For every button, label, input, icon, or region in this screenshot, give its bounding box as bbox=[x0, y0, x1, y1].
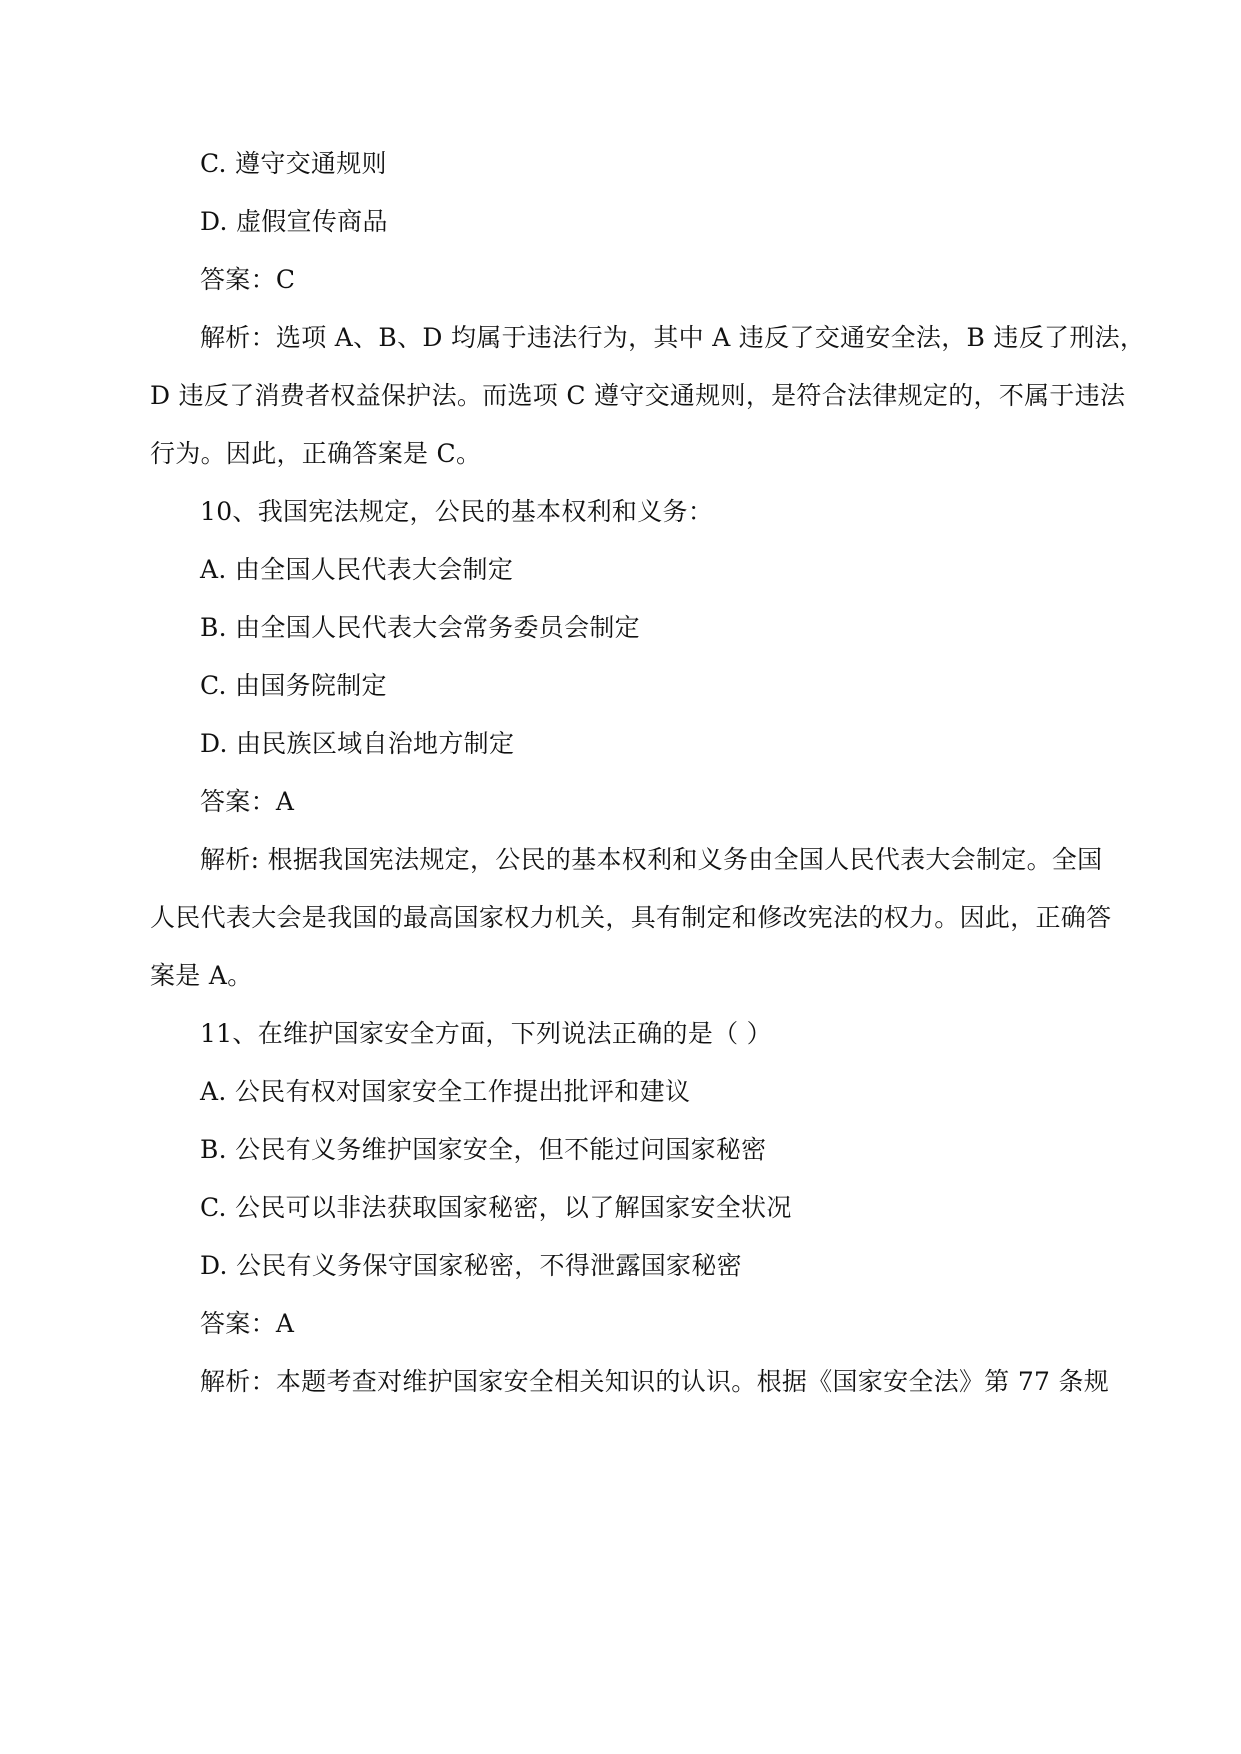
q10-option-c: C. 由国务院制定 bbox=[200, 671, 387, 700]
q11-option-c: C. 公民可以非法获取国家秘密，以了解国家安全状况 bbox=[200, 1193, 792, 1222]
q9-option-c: C. 遵守交通规则 bbox=[200, 149, 387, 178]
q10-question: 10、我国宪法规定，公民的基本权利和义务： bbox=[200, 497, 714, 526]
q9-option-d: D. 虚假宣传商品 bbox=[200, 207, 388, 236]
q11-question: 11、在维护国家安全方面，下列说法正确的是（ ） bbox=[200, 1019, 772, 1048]
q11-analysis-line-1: 解析：本题考查对维护国家安全相关知识的认识。根据《国家安全法》第 77 条规 bbox=[200, 1367, 1110, 1396]
q11-option-d: D. 公民有义务保守国家秘密，不得泄露国家秘密 bbox=[200, 1251, 742, 1280]
q11-option-b: B. 公民有义务维护国家安全，但不能过问国家秘密 bbox=[200, 1135, 767, 1164]
q10-option-d: D. 由民族区域自治地方制定 bbox=[200, 729, 515, 758]
q10-analysis-line-3: 案是 A。 bbox=[150, 961, 253, 990]
q10-option-b: B. 由全国人民代表大会常务委员会制定 bbox=[200, 613, 640, 642]
q10-option-a: A. 由全国人民代表大会制定 bbox=[200, 555, 514, 584]
q10-analysis-line-1: 解析: 根据我国宪法规定，公民的基本权利和义务由全国人民代表大会制定。全国 bbox=[200, 845, 1103, 874]
q10-answer: 答案：A bbox=[200, 787, 295, 816]
q9-analysis-line-1: 解析：选项 A、B、D 均属于违法行为，其中 A 违反了交通安全法，B 违反了刑法， bbox=[200, 323, 1146, 352]
q11-answer: 答案：A bbox=[200, 1309, 295, 1338]
q11-option-a: A. 公民有权对国家安全工作提出批评和建议 bbox=[200, 1077, 691, 1106]
q9-analysis-line-2: D 违反了消费者权益保护法。而选项 C 遵守交通规则，是符合法律规定的，不属于违法 bbox=[150, 381, 1126, 410]
q9-answer: 答案：C bbox=[200, 265, 296, 294]
q9-analysis-line-3: 行为。因此，正确答案是 C。 bbox=[150, 439, 482, 468]
q10-analysis-line-2: 人民代表大会是我国的最高国家权力机关，具有制定和修改宪法的权力。因此，正确答 bbox=[150, 903, 1112, 932]
